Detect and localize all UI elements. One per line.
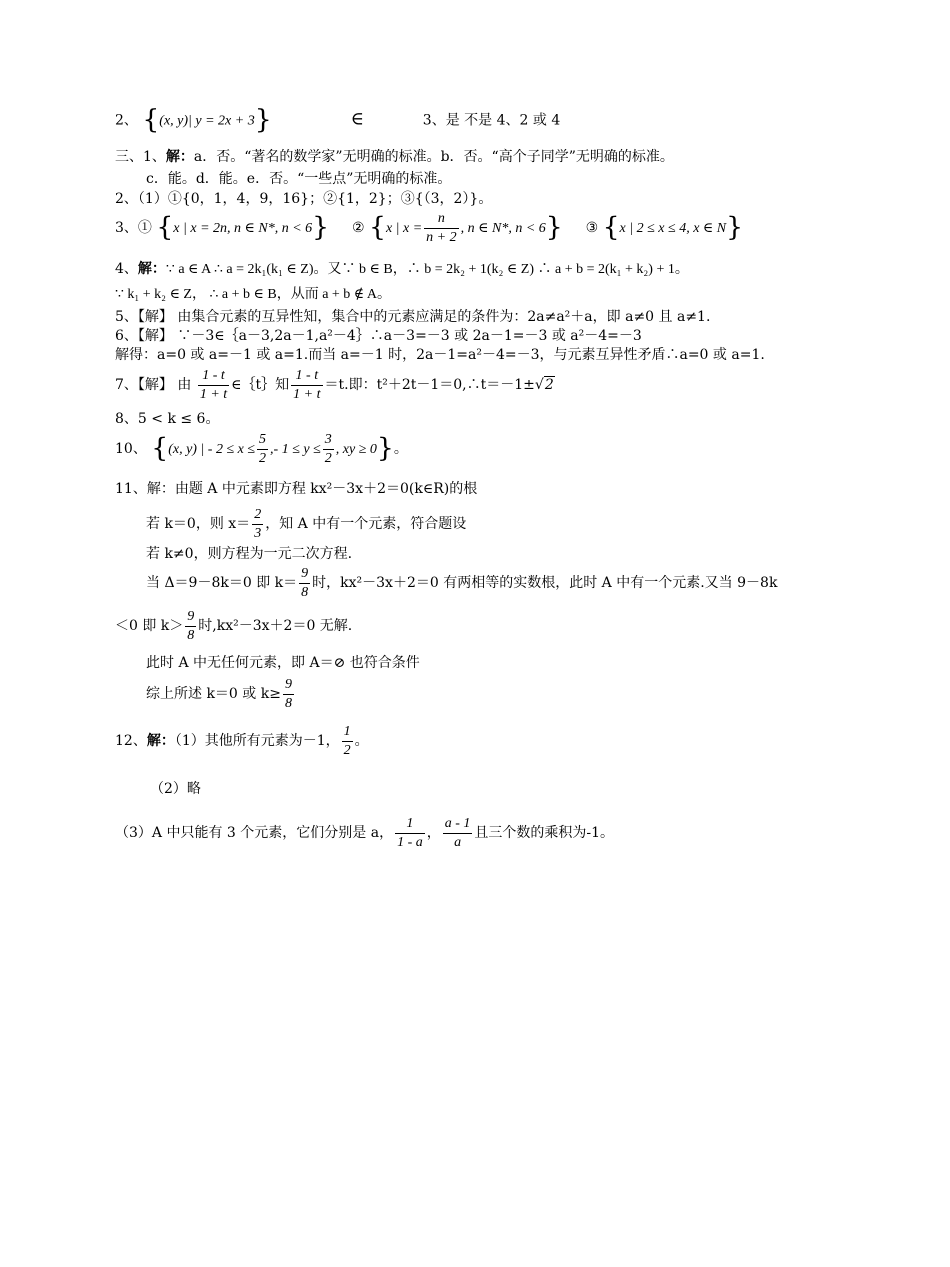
- fraction-denominator: 1 + t: [199, 386, 228, 402]
- answer-tail: 3、是 不是 4、2 或 4: [422, 112, 561, 129]
- answer-line-23: [115, 815, 614, 851]
- answer-line-7: [115, 285, 391, 304]
- answer-line-19: [146, 654, 420, 672]
- set-expression-right: , xy ≥ 0: [335, 442, 377, 457]
- answer-left: （3）A 中只能有 3 个元素，它们分别是 a，: [115, 825, 394, 841]
- answer-text: 此时 A 中无任何元素，即 A＝⊘ 也符合条件: [146, 655, 420, 671]
- element-of-symbol: ∈: [350, 108, 364, 130]
- answer-right: 。: [354, 733, 369, 749]
- answer-right: 时，kx²－3x＋2＝0 有两相等的实数根，此时 A 中有一个元素.又当 9－8k: [312, 575, 778, 591]
- jie-label: 解：: [165, 149, 194, 165]
- proof-text: ∵ a ∈ A ∴ a = 2k₁(k₁ ∈ Z)。又∵ b ∈ B，∴ b = 2k₂ + 1(k₂ ∈ Z) ∴ a + b = 2(k₁ + k₂) + 1。: [165, 262, 689, 277]
- answer-line-12: [115, 410, 219, 428]
- fraction: [342, 723, 353, 759]
- set-expression-2-left: x | x =: [385, 221, 423, 236]
- fraction-denominator: 3: [254, 525, 262, 541]
- answer-line-9: [115, 327, 642, 345]
- fraction-denominator: 2: [324, 450, 332, 466]
- answer-line-5: [115, 210, 743, 246]
- answer-left: 当 Δ＝9－8k＝0 即 k＝: [146, 575, 298, 591]
- jie-label: 解：: [146, 733, 175, 749]
- answer-line-4: [115, 190, 492, 208]
- set-expression-1: x | x = 2n, n ∈ N*, n < 6: [173, 221, 313, 236]
- fraction-1: [198, 367, 229, 403]
- set-expression: (x, y)| y = 2x + 3: [159, 113, 255, 129]
- set-expression-2-right: , n ∈ N*, n < 6: [460, 221, 546, 236]
- brace-left: {: [369, 211, 386, 243]
- fraction-denominator: 1 + t: [293, 386, 321, 402]
- item-label: 3、①: [115, 220, 152, 236]
- fraction-denominator: 2: [259, 450, 267, 466]
- answer-line-21: [115, 723, 369, 759]
- fraction-1: [257, 431, 268, 467]
- fraction-1: [395, 815, 425, 851]
- answer-line-8: [115, 308, 710, 326]
- brace-right: }: [312, 211, 330, 243]
- sqrt-argument: 2: [544, 376, 554, 393]
- fraction-denominator: a: [454, 834, 462, 850]
- answer-text: 8、5 < k ≤ 6。: [115, 411, 220, 427]
- answer-left: ＜0 即 k＞: [115, 618, 184, 634]
- fraction-denominator: 8: [284, 695, 292, 711]
- fraction: [424, 210, 458, 246]
- fraction-numerator: 9: [299, 565, 310, 584]
- answer-right: 时,kx²－3x＋2＝0 无解.: [198, 618, 353, 634]
- brace-right: }: [545, 211, 563, 243]
- set-expression-3: x | 2 ≤ x ≤ 4, x ∈ N: [619, 221, 727, 236]
- fraction-denominator: 8: [301, 584, 309, 600]
- circle-3: ③: [585, 220, 599, 236]
- answer-line-2: [115, 103, 560, 138]
- fraction-numerator: 9: [185, 608, 196, 627]
- answer-line-17: [146, 565, 777, 601]
- item-label: 12、: [115, 733, 147, 749]
- brace-left: {: [151, 432, 169, 464]
- fraction-2: [443, 815, 473, 851]
- answer-section-3b: [146, 170, 451, 188]
- fraction: [185, 608, 196, 644]
- answer-text: 若 k≠0，则方程为一元二次方程.: [146, 546, 353, 562]
- fraction-numerator: 1: [395, 815, 425, 834]
- answer-line-22: [150, 780, 201, 798]
- answer-line-18: [115, 608, 352, 644]
- answer-section-3: [115, 148, 674, 166]
- answer-line-10: [115, 346, 765, 364]
- fraction-numerator: 3: [323, 431, 334, 450]
- fraction-numerator: n: [424, 210, 458, 229]
- fraction-numerator: 1 - t: [291, 367, 322, 386]
- set-brace-left: {: [142, 104, 160, 135]
- answer-line-14: [115, 480, 477, 498]
- proof-text: ∵ k₁ + k₂ ∈ Z， ∴ a + b ∈ B，从而 a + b ∉ A。: [115, 287, 392, 302]
- fraction: [299, 565, 310, 601]
- answer-left: 若 k＝0，则 x＝: [146, 516, 251, 532]
- brace-right: }: [376, 432, 394, 464]
- answer-right: ，知 A 中有一个元素，符合题设: [265, 516, 467, 532]
- item-label: 7、【解】 由: [115, 377, 192, 393]
- fraction-denominator: 2: [343, 742, 351, 758]
- answer-left: （1）其他所有元素为－1，: [174, 733, 340, 749]
- answer-line-11: [115, 367, 555, 403]
- item-label: 4、: [115, 261, 138, 277]
- answer-mid: ∈｛t｝知: [231, 377, 290, 393]
- answer-text: （2）略: [150, 781, 201, 797]
- brace-right: }: [726, 211, 744, 243]
- answer-text: 2、（1）①{0，1，4，9，16}；②{1，2}；③{（3，2）}。: [115, 191, 493, 207]
- answer-line-6: [115, 260, 689, 279]
- set-expression-mid: ,- 1 ≤ y ≤: [270, 442, 321, 457]
- item-label: 10、: [115, 441, 147, 457]
- answer-line-16: [146, 545, 352, 563]
- fraction: [252, 506, 263, 542]
- period: 。: [393, 441, 408, 457]
- answer-text: 5、【解】 由集合元素的互异性知，集合中的元素应满足的条件为：2a≠a²＋a，即 a≠0 且 a≠1.: [115, 309, 711, 325]
- section-text: c．能。d．能。e．否。“一些点”无明确的标准。: [146, 171, 452, 187]
- set-brace-right: }: [254, 104, 272, 135]
- answer-text: 11、解：由题 A 中元素即方程 kx²－3x＋2＝0(k∈R)的根: [115, 481, 478, 497]
- fraction-numerator: 1 - t: [198, 367, 229, 386]
- separator: ，: [426, 825, 441, 841]
- fraction-numerator: 2: [252, 506, 263, 525]
- answer-line-20: [146, 676, 296, 712]
- section-text: a．否。“著名的数学家”无明确的标准。b．否。“高个子同学”无明确的标准。: [193, 149, 674, 165]
- fraction-numerator: 1: [342, 723, 353, 742]
- answer-line-13: [115, 431, 408, 467]
- brace-left: {: [602, 211, 620, 243]
- answer-tail: ＝t.即：t²＋2t－1＝0,∴t＝－1±: [324, 377, 535, 393]
- fraction-denominator: 8: [187, 627, 195, 643]
- fraction-numerator: a - 1: [443, 815, 473, 834]
- answer-left: 综上所述 k＝0 或 k≥: [146, 686, 281, 702]
- fraction-denominator: 1 - a: [397, 834, 423, 850]
- fraction-numerator: 5: [257, 431, 268, 450]
- fraction-2: [323, 431, 334, 467]
- set-expression-left: (x, y) | - 2 ≤ x ≤: [168, 442, 256, 457]
- section-label: 三、1、: [115, 149, 166, 165]
- fraction-numerator: 9: [283, 676, 294, 695]
- fraction-2: [291, 367, 322, 403]
- fraction: [283, 676, 294, 712]
- circle-2: ②: [352, 220, 365, 236]
- brace-left: {: [156, 211, 174, 243]
- item-label: 2、: [115, 112, 138, 129]
- answer-text: 解得：a=0 或 a=－1 或 a=1.而当 a=－1 时，2a－1=a²－4=－3，与元素互异性矛盾∴a=0 或 a=1.: [115, 347, 765, 363]
- jie-label: 解：: [137, 261, 166, 277]
- sqrt: √2: [534, 376, 554, 393]
- answer-right: 且三个数的乘积为-1。: [474, 825, 615, 841]
- answer-line-15: [146, 506, 466, 542]
- answer-text: 6、【解】 ∵－3∈｛a－3,2a－1,a²－4｝∴a－3=－3 或 2a－1=－3 或 a²－4=－3: [115, 328, 642, 344]
- fraction-denominator: n + 2: [426, 229, 457, 245]
